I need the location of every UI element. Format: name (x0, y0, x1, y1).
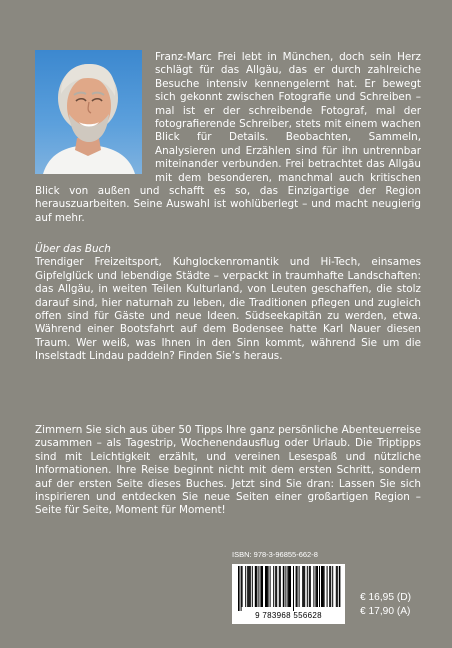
barcode-bars-icon (236, 566, 341, 611)
about-book-heading: Über das Buch (35, 243, 111, 255)
author-bio-text: Franz-Marc Frei lebt in München, doch sein Herz schlägt für das Allgäu, das er durch zahlreiche Besuche intensiv kennengelernt hat. Er bewegt sich gekonnt zwischen Fotografie und Schreiben – mal ist er der schreibende Fotograf, mal der fotografierende Schreiber, stets mit einem wachen Blick für Details. Beobachten, Sammeln, Analysieren und Erzählen sind für ihn untrennbar miteinander verbunden. Frei betrachtet das Allgäu mit dem besonderen, manchmal auch kritischen Blick von außen und schafft es so, das Einzigartige der Region herauszuarbeiten. Seine Auswahl ist wohlüberlegt – und macht neugierig auf mehr. (35, 51, 421, 224)
about-book-paragraph-2: Zimmern Sie sich aus über 50 Tipps Ihre ganz persönliche Abenteuerreise zusammen – als Tagestrip, Wochenendausflug oder Urlaub. Die Triptipps sind mit Leichtigkeit erzählt, und vereinen Lesespaß und nützliche Informationen. Ihre Reise beginnt nicht mit dem ersten Schritt, sondern auf der ersten Seite dieses Buches. Jetzt sind Sie dran: Lassen Sie sich inspirieren und entdecken Sie neue Seiten einer großartigen Region – Seite für Seite, Moment für Moment! (35, 424, 421, 517)
isbn-label: ISBN: 978-3-96855-662-8 (232, 550, 318, 559)
barcode-digits: 9 783968 556628 (255, 611, 322, 620)
price-germany: € 16,95 (D) (360, 592, 411, 603)
barcode (232, 564, 345, 624)
price-austria: € 17,90 (A) (360, 606, 411, 617)
author-bio (35, 51, 421, 225)
about-book-section (35, 243, 421, 364)
about-book-paragraph-1: Trendiger Freizeitsport, Kuhglockenromantik und Hi-Tech, einsames Gipfelglück und lebendige Städte – verpackt in traumhafte Landschaften: das Allgäu, in weiten Teilen Kulturland, von Leuten geschaffen, die stolz darauf sind, hier naturnah zu leben, die Traditionen pflegen und zugleich offen sind für Gäste und neue Ideen. Südseekapitän zu werden, etwa. Während einer Bootsfahrt auf dem Bodensee hatte Karl Nauer diesen Traum. Wer weiß, was Ihnen in den Sinn kommt, während Sie um die Inselstadt Lindau paddeln? Finden Sie’s heraus. (35, 256, 421, 363)
